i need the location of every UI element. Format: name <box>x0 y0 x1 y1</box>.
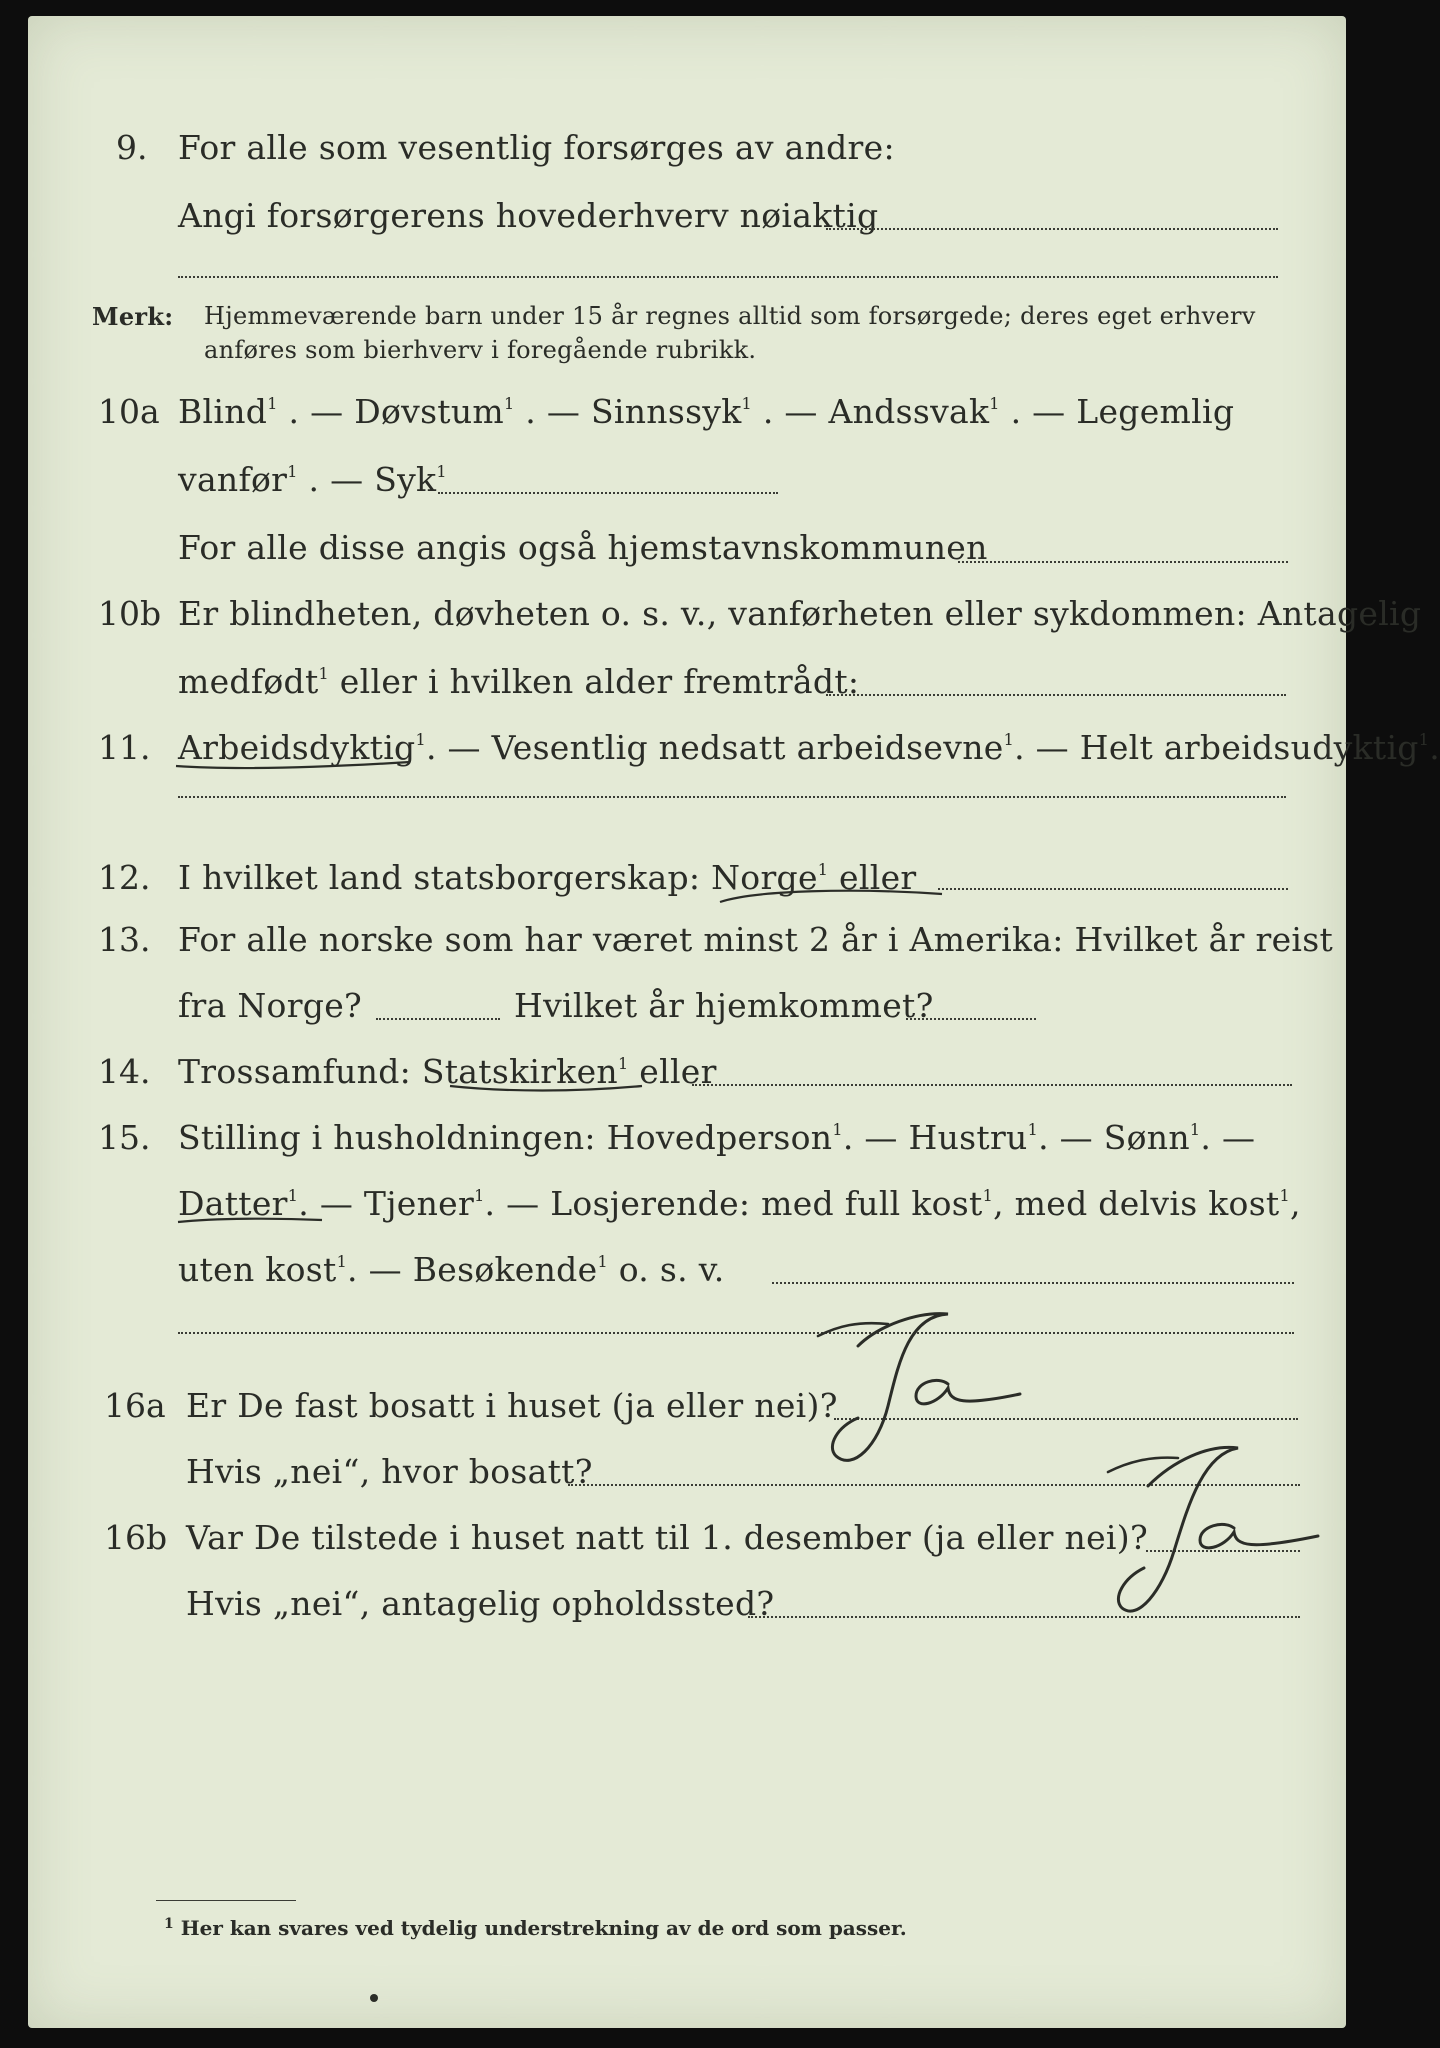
item-16a-number: 16a <box>104 1386 166 1425</box>
option-hustru: Hustru <box>908 1118 1028 1157</box>
form-page <box>28 16 1440 2028</box>
option-uten-kost: uten kost <box>178 1250 337 1289</box>
item-10b-line-2: medfødt$^1$ eller i hvilken alder fremtrådt: <box>178 662 860 701</box>
item-10b-line-1: Er blindheten, døvheten o. s. v., vanførheten eller sykdommen: Antagelig <box>178 594 1422 633</box>
ink-dot <box>370 1994 378 2002</box>
option-nedsatt: Vesentlig nedsatt arbeidsevne <box>491 728 1004 767</box>
item-12-number: 12. <box>98 858 151 897</box>
item-14-line-1: Trossamfund: Statskirken$^1$ eller <box>178 1052 717 1091</box>
item-13-number: 13. <box>98 920 151 959</box>
option-datter: Datter <box>178 1184 288 1223</box>
item-10b-number: 10b <box>98 594 162 633</box>
footnote: $^1$ Her kan svares ved tydelig understrekning av de ord som passer. <box>164 1916 907 1940</box>
item-16b-number: 16b <box>104 1518 168 1557</box>
item-13-year-left-line[interactable] <box>376 1018 500 1020</box>
underline-statskirken <box>446 1076 646 1098</box>
item-16a-followup: Hvis „nei“, hvor bosatt? <box>186 1452 593 1491</box>
item-10a-home-line[interactable] <box>958 561 1288 563</box>
item-9-line-2: Angi forsørgerens hovederhverv nøiaktig <box>178 196 879 235</box>
option-udyktig: Helt arbeidsudyktig <box>1079 728 1419 767</box>
option-norge: Norge <box>711 858 818 897</box>
option-sonn: Sønn <box>1103 1118 1190 1157</box>
item-15-line-2: Datter$^1$. — Tjener$^1$. — Losjerende: med full kost$^1$, med delvis kost$^1$, <box>178 1184 1301 1223</box>
option-vanfor: vanfør <box>178 460 288 499</box>
option-tjener: Tjener <box>363 1184 475 1223</box>
item-10a-number: 10a <box>98 392 160 431</box>
option-delvis-kost: med delvis kost <box>1014 1184 1280 1223</box>
item-9-number: 9. <box>116 128 148 167</box>
item-15-answer-line-2[interactable] <box>178 1332 1294 1334</box>
item-13-from-label: fra Norge? <box>178 986 363 1025</box>
handwritten-ja-16b <box>1078 1436 1328 1636</box>
handwritten-ja-16a <box>798 1306 1038 1476</box>
option-besokende: Besøkende <box>412 1250 598 1289</box>
item-10a-line-3: For alle disse angis også hjemstavnskommunen <box>178 528 988 567</box>
item-15-number: 15. <box>98 1118 151 1157</box>
item-12-answer-line[interactable] <box>938 888 1288 890</box>
item-15-answer-line[interactable] <box>772 1282 1294 1284</box>
item-11-answer-line[interactable] <box>178 796 1286 798</box>
option-blind: Blind <box>178 392 268 431</box>
option-hovedperson: Hovedperson <box>606 1118 833 1157</box>
item-10b-answer-line[interactable] <box>826 694 1286 696</box>
item-15-line-3: uten kost$^1$. — Besøkende$^1$ o. s. v. <box>178 1250 725 1289</box>
option-sinnssyk: Sinnssyk <box>590 392 742 431</box>
item-10a-answer-line[interactable] <box>438 492 778 494</box>
note-line-2: anføres som bierhverv i foregående rubrikk. <box>204 336 757 364</box>
item-11-number: 11. <box>98 728 151 767</box>
note-line-1: Hjemmeværende barn under 15 år regnes alltid som forsørgede; deres eget erhverv <box>204 302 1256 330</box>
item-16b-question: Var De tilstede i huset natt til 1. desember (ja eller nei)? <box>186 1518 1148 1557</box>
item-13-line-1: For alle norske som har været minst 2 år i Amerika: Hvilket år reist <box>178 920 1334 959</box>
option-full-kost: med full kost <box>761 1184 983 1223</box>
note-label: Merk: <box>92 302 174 331</box>
item-16b-followup-line[interactable] <box>748 1616 1300 1618</box>
item-9-answer-line-2[interactable] <box>178 276 1278 278</box>
item-13-return-label: Hvilket år hjemkommet? <box>514 986 934 1025</box>
item-11-line-1: Arbeidsdyktig$^1$. — Vesentlig nedsatt arbeidsevne$^1$. — Helt arbeidsudyktig$^1$. <box>178 728 1440 767</box>
option-dovstum: Døvstum <box>354 392 505 431</box>
option-syk: Syk <box>374 460 437 499</box>
item-9-line-1: For alle som vesentlig forsørges av andre: <box>178 128 895 167</box>
item-14-answer-line[interactable] <box>692 1084 1292 1086</box>
underline-arbeidsdyktig <box>174 754 414 774</box>
option-legemlig: Legemlig <box>1076 392 1235 431</box>
item-10a-line-1: Blind$^1$ . — Døvstum$^1$ . — Sinnssyk$^1$ . — Andssvak$^1$ . — Legemlig <box>178 392 1235 431</box>
option-arbeidsdyktig: Arbeidsdyktig <box>178 728 416 767</box>
option-andssvak: Andssvak <box>828 392 990 431</box>
underline-norge <box>716 884 946 908</box>
underline-datter <box>176 1212 326 1230</box>
item-12-line-1: I hvilket land statsborgerskap: Norge$^1$ eller <box>178 858 917 897</box>
item-16a-question: Er De fast bosatt i huset (ja eller nei)? <box>186 1386 838 1425</box>
item-9-answer-line[interactable] <box>826 228 1278 230</box>
item-10a-line-2: vanfør$^1$ . — Syk$^1$ <box>178 460 447 499</box>
option-statskirken: Statskirken <box>421 1052 618 1091</box>
item-15-line-1: Stilling i husholdningen: Hovedperson$^1$. — Hustru$^1$. — Sønn$^1$. — <box>178 1118 1256 1157</box>
item-13-year-returned-line[interactable] <box>906 1018 1036 1020</box>
footnote-separator <box>156 1900 296 1901</box>
item-16b-followup: Hvis „nei“, antagelig opholdssted? <box>186 1584 775 1623</box>
item-14-number: 14. <box>98 1052 151 1091</box>
